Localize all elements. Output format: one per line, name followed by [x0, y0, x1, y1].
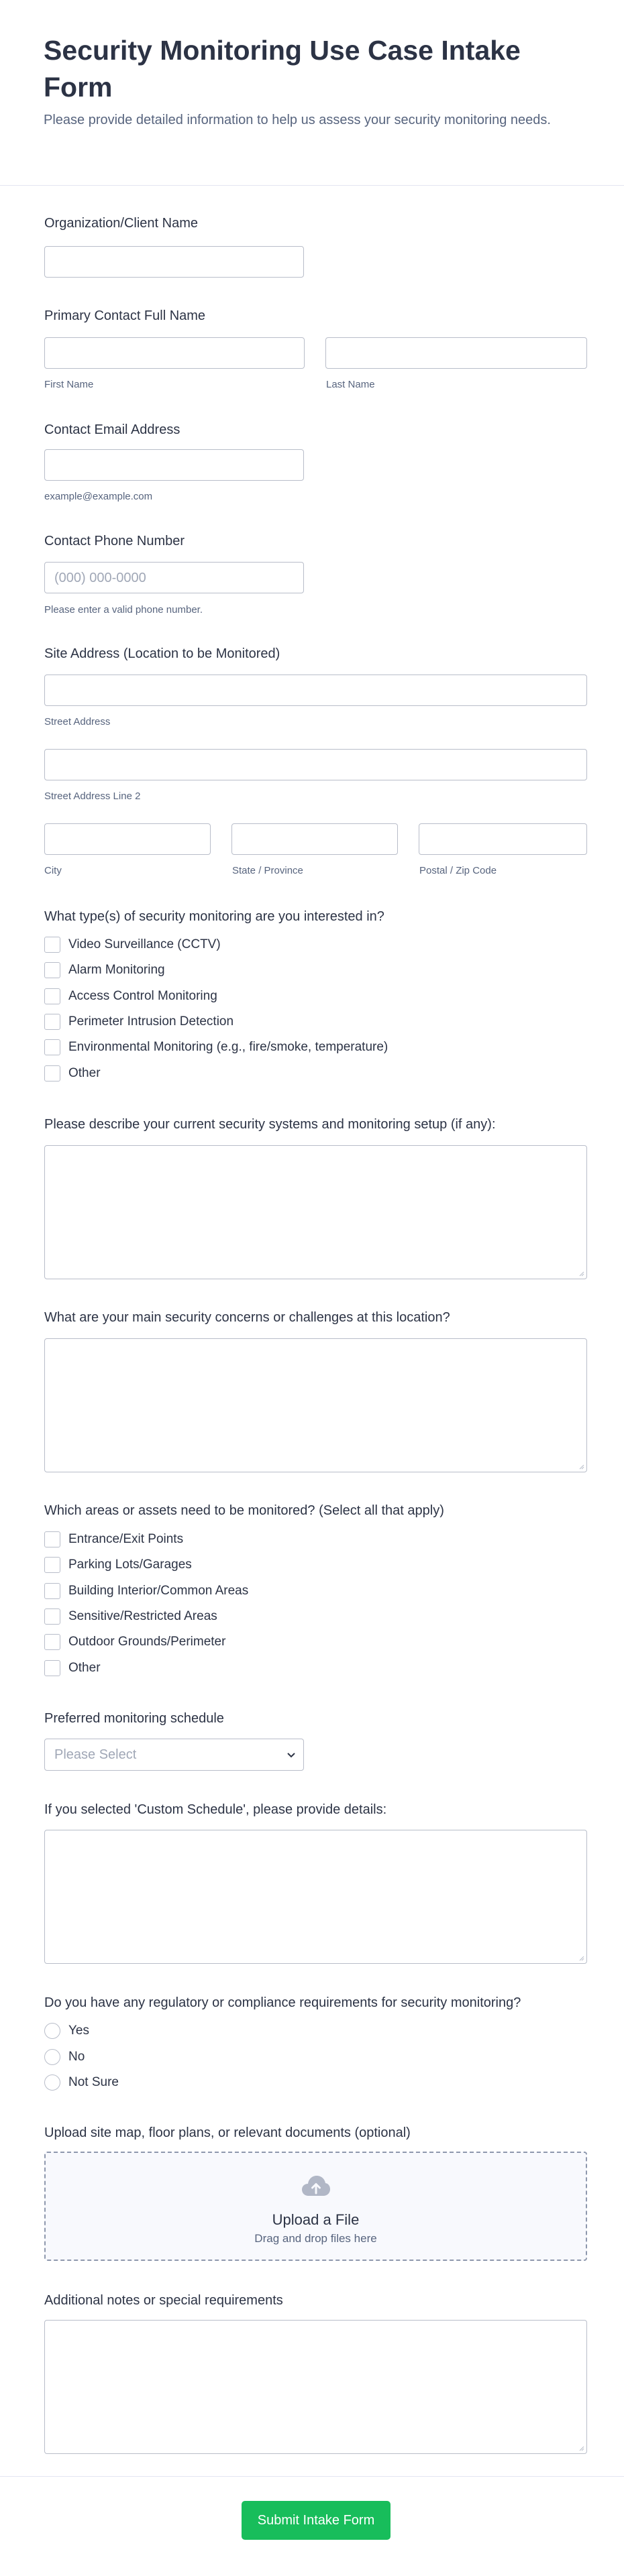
- chevron-down-icon: [286, 1749, 297, 1760]
- checkbox-label: Entrance/Exit Points: [68, 1532, 184, 1546]
- phone-sublabel: Please enter a valid phone number.: [44, 604, 203, 616]
- radio-option[interactable]: [44, 2074, 119, 2091]
- custom-schedule-textarea[interactable]: [44, 1830, 587, 1964]
- checkbox[interactable]: [44, 962, 60, 978]
- resize-grip-icon[interactable]: [578, 1463, 584, 1470]
- phone-input[interactable]: [44, 562, 304, 593]
- checkbox-option[interactable]: [44, 988, 217, 1005]
- zip-sublabel: Postal / Zip Code: [419, 865, 497, 876]
- zip-input[interactable]: [419, 823, 587, 855]
- radio-option[interactable]: [44, 2022, 89, 2040]
- address-label: Site Address (Location to be Monitored): [44, 646, 280, 661]
- last-name-input[interactable]: [325, 337, 587, 369]
- cloud-upload-icon: [301, 2174, 331, 2199]
- compliance-label: Do you have any regulatory or compliance requirements for security monitoring?: [44, 1995, 521, 2010]
- radio-button[interactable]: [44, 2074, 60, 2091]
- org-label: Organization/Client Name: [44, 216, 198, 231]
- checkbox[interactable]: [44, 1065, 60, 1081]
- page-title: Security Monitoring Use Case Intake Form: [44, 35, 521, 103]
- custom-schedule-label: If you selected 'Custom Schedule', please provide details:: [44, 1802, 387, 1817]
- street-address-line2-input[interactable]: [44, 749, 587, 780]
- checkbox-label: Other: [68, 1661, 101, 1675]
- street-address-line2-sublabel: Street Address Line 2: [44, 791, 141, 802]
- checkbox-option[interactable]: [44, 961, 165, 979]
- checkbox-option[interactable]: [44, 1659, 101, 1677]
- areas-label: Which areas or assets need to be monitored? (Select all that apply): [44, 1503, 444, 1518]
- checkbox-option[interactable]: [44, 1633, 225, 1651]
- checkbox-label: Environmental Monitoring (e.g., fire/smoke, temperature): [68, 1040, 388, 1054]
- schedule-placeholder: Please Select: [54, 1747, 137, 1762]
- checkbox-option[interactable]: [44, 1608, 217, 1625]
- org-name-input[interactable]: [44, 246, 304, 278]
- contact-name-label: Primary Contact Full Name: [44, 308, 206, 323]
- upload-subtitle: Drag and drop files here: [254, 2232, 377, 2245]
- checkbox[interactable]: [44, 1531, 60, 1547]
- checkbox-option[interactable]: [44, 1582, 248, 1600]
- radio-label: Not Sure: [68, 2075, 119, 2089]
- checkbox-option[interactable]: [44, 1039, 388, 1056]
- checkbox[interactable]: [44, 1557, 60, 1573]
- radio-label: No: [68, 2050, 85, 2064]
- checkbox[interactable]: [44, 1014, 60, 1030]
- state-input[interactable]: [231, 823, 398, 855]
- radio-label: Yes: [68, 2024, 89, 2038]
- last-name-sublabel: Last Name: [326, 379, 375, 390]
- checkbox-label: Perimeter Intrusion Detection: [68, 1014, 234, 1029]
- email-label: Contact Email Address: [44, 422, 180, 437]
- checkbox-label: Video Surveillance (CCTV): [68, 937, 221, 951]
- checkbox[interactable]: [44, 988, 60, 1004]
- resize-grip-icon[interactable]: [578, 1270, 584, 1277]
- city-sublabel: City: [44, 865, 62, 876]
- checkbox-label: Building Interior/Common Areas: [68, 1584, 249, 1598]
- checkbox-option[interactable]: [44, 1013, 233, 1031]
- checkbox-label: Outdoor Grounds/Perimeter: [68, 1635, 226, 1649]
- header-divider: [0, 185, 624, 186]
- checkbox-label: Other: [68, 1066, 101, 1080]
- checkbox-label: Parking Lots/Garages: [68, 1558, 192, 1572]
- first-name-sublabel: First Name: [44, 379, 94, 390]
- form-header: [44, 32, 594, 130]
- file-upload-dropzone[interactable]: [44, 2152, 587, 2261]
- concerns-textarea[interactable]: [44, 1338, 587, 1472]
- checkbox[interactable]: [44, 1634, 60, 1650]
- checkbox-label: Access Control Monitoring: [68, 989, 217, 1003]
- current-systems-textarea[interactable]: [44, 1145, 587, 1279]
- first-name-input[interactable]: [44, 337, 305, 369]
- checkbox-label: Alarm Monitoring: [68, 963, 165, 977]
- checkbox[interactable]: [44, 1608, 60, 1625]
- upload-label: Upload site map, floor plans, or relevant documents (optional): [44, 2125, 411, 2140]
- monitoring-types-label: What type(s) of security monitoring are you interested in?: [44, 909, 384, 924]
- checkbox[interactable]: [44, 1583, 60, 1599]
- email-sublabel: example@example.com: [44, 491, 153, 502]
- checkbox-option[interactable]: [44, 1556, 192, 1574]
- checkbox[interactable]: [44, 937, 60, 953]
- email-input[interactable]: [44, 449, 304, 481]
- submit-button[interactable]: Submit Intake Form: [242, 2501, 391, 2540]
- checkbox[interactable]: [44, 1660, 60, 1676]
- schedule-label: Preferred monitoring schedule: [44, 1711, 224, 1726]
- concerns-label: What are your main security concerns or challenges at this location?: [44, 1310, 450, 1325]
- schedule-select[interactable]: [44, 1739, 304, 1771]
- radio-button[interactable]: [44, 2023, 60, 2039]
- checkbox-option[interactable]: [44, 936, 221, 953]
- checkbox-option[interactable]: [44, 1531, 183, 1548]
- notes-label: Additional notes or special requirements: [44, 2293, 283, 2308]
- current-systems-label: Please describe your current security systems and monitoring setup (if any):: [44, 1117, 496, 1132]
- page-subtitle: Please provide detailed information to help us assess your security monitoring needs.: [44, 113, 551, 127]
- resize-grip-icon[interactable]: [578, 2445, 584, 2451]
- checkbox-option[interactable]: [44, 1065, 101, 1082]
- state-sublabel: State / Province: [232, 865, 303, 876]
- radio-option[interactable]: [44, 2048, 85, 2066]
- phone-label: Contact Phone Number: [44, 534, 185, 548]
- radio-button[interactable]: [44, 2049, 60, 2065]
- street-address-sublabel: Street Address: [44, 716, 111, 727]
- street-address-input[interactable]: [44, 675, 587, 706]
- footer-divider: [0, 2476, 624, 2477]
- upload-title: Upload a File: [272, 2211, 360, 2228]
- resize-grip-icon[interactable]: [578, 1954, 584, 1961]
- checkbox[interactable]: [44, 1039, 60, 1055]
- phone-placeholder: (000) 000-0000: [54, 571, 146, 585]
- notes-textarea[interactable]: [44, 2320, 587, 2454]
- city-input[interactable]: [44, 823, 211, 855]
- checkbox-label: Sensitive/Restricted Areas: [68, 1609, 217, 1623]
